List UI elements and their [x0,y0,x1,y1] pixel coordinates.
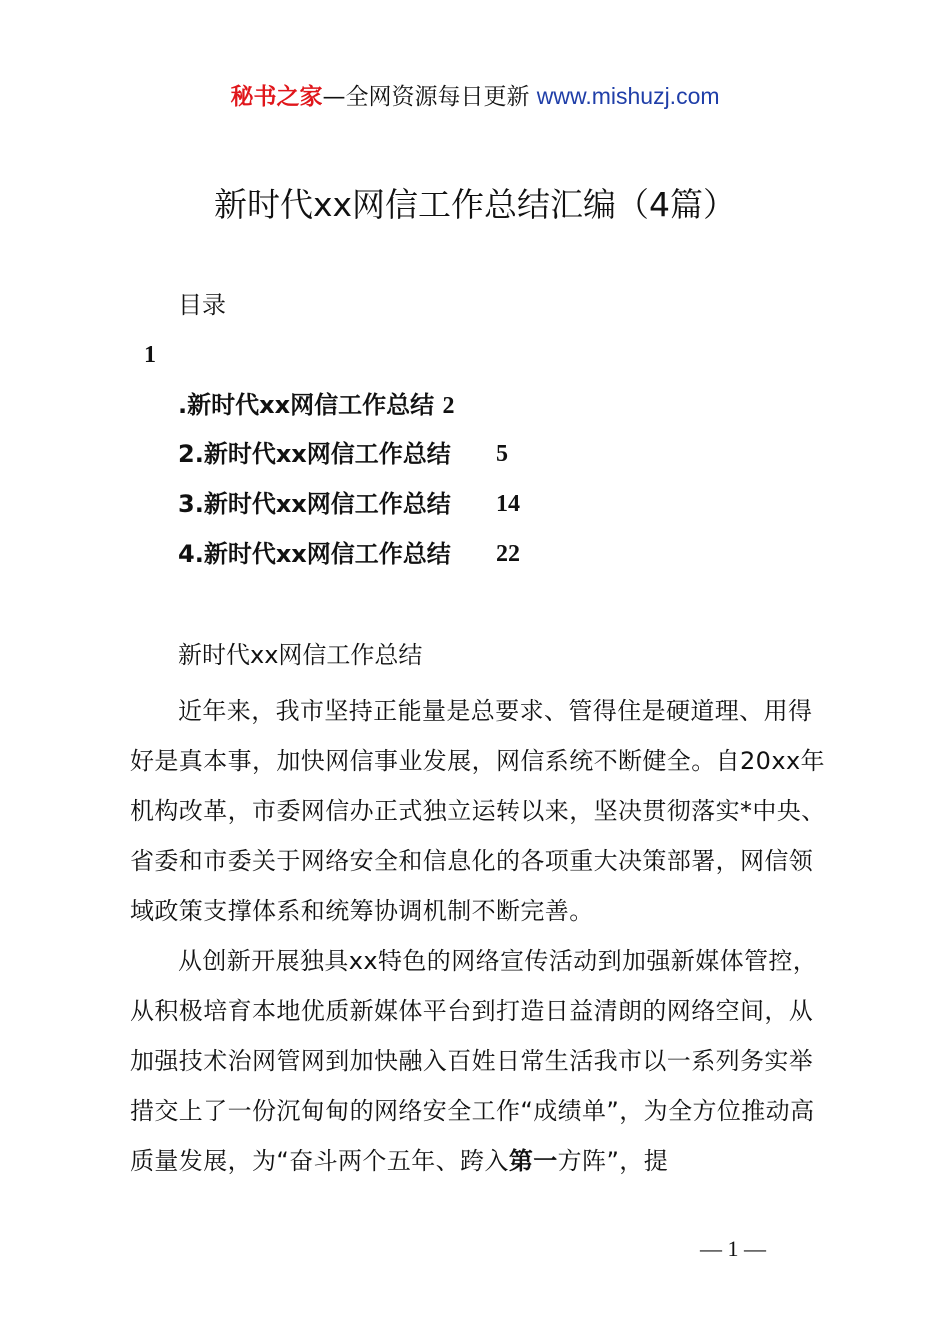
page-number: — 1 — [700,1236,766,1261]
document-title: 新时代xx网信工作总结汇编（4篇） [213,185,737,224]
toc-item-page: 22 [496,541,520,567]
header-slogan: —全网资源每日更新 [322,84,530,110]
site-url-link[interactable]: www.mishuzj.com [536,83,720,109]
paragraph-2 [130,936,835,1186]
toc-item-page: 14 [496,491,520,517]
toc-item-page: 5 [496,441,508,467]
toc-item-label: 3.新时代xx网信工作总结 [178,490,451,518]
toc-item-1[interactable] [178,388,454,423]
toc-item-label: .新时代xx网信工作总结 [178,391,435,419]
toc-heading: 目录 [178,291,226,319]
toc-item-4[interactable] [178,537,520,571]
section-title: 新时代xx网信工作总结 [178,641,423,669]
brand-name: 秘书之家 [230,84,323,110]
paragraph-2-tail: 方阵”，提 [557,1147,669,1175]
body-text [130,686,835,1186]
toc-item-3[interactable] [178,487,520,521]
paragraph-2-text: 从创新开展独具xx特色的网络宣传活动到加强新媒体管控，从积极培育本地优质新媒体平台到打造日益清朗的网络空间，从加强技术治网管网到加快融入百姓日常生活我市以一系列务实举措交上了一份沉甸甸的网络安全工作“成绩单”，为全方位推动高质量发展，为“奋斗两个五年、跨入 [130,947,818,1175]
toc-item-page: 2 [442,393,455,419]
toc-item-2[interactable] [178,437,508,471]
paragraph-1: 近年来，我市坚持正能量是总要求、管得住是硬道理、用得好是真本事，加快网信事业发展，网信系统不断健全。自20xx年机构改革，市委网信办正式独立运转以来，坚决贯彻落实*中央、省委和市委关于网络安全和信息化的各项重大决策部署，网信领域政策支撑体系和统筹协调机制不断完善。 [130,697,826,925]
toc-stray-number: 1 [144,342,156,368]
site-header [0,80,950,113]
toc-item-label: 2.新时代xx网信工作总结 [178,440,451,468]
toc-item-label: 4.新时代xx网信工作总结 [178,540,451,568]
paragraph-2-bold: 第一 [508,1147,558,1175]
